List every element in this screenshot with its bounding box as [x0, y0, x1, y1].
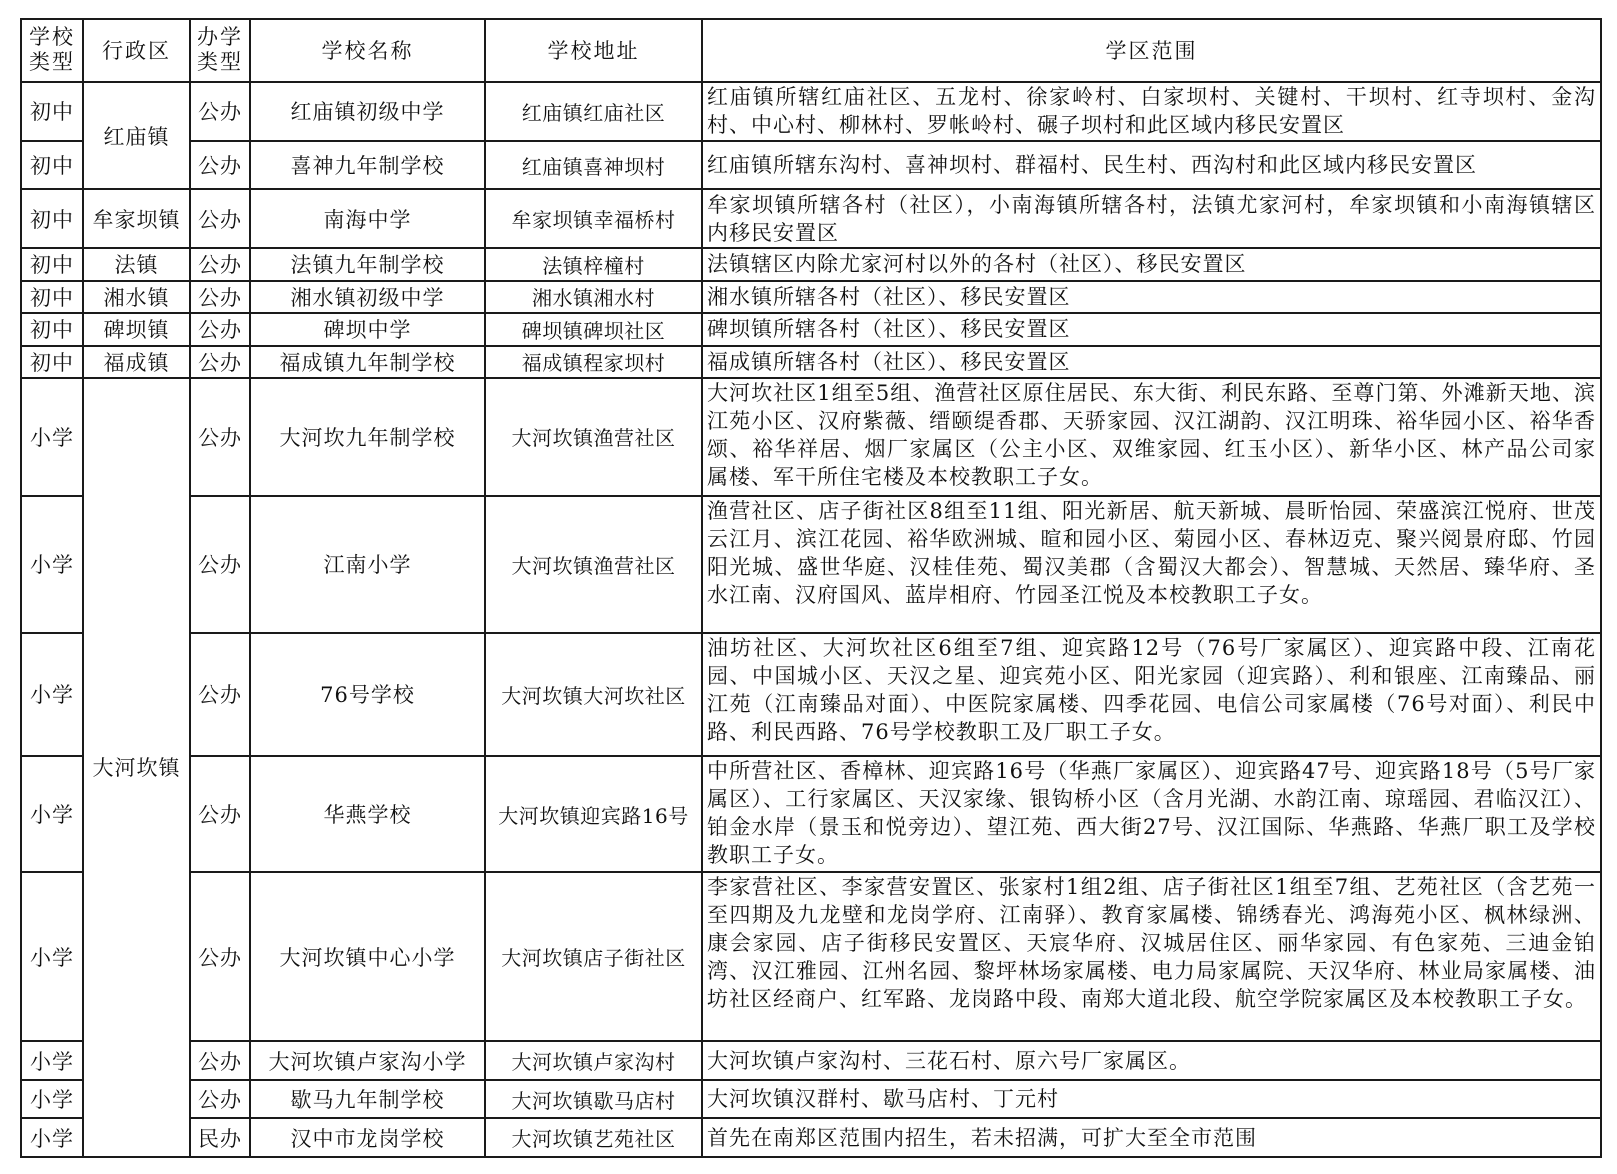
- cell-nature: 公办: [190, 189, 250, 248]
- cell-district: 福成镇: [83, 346, 190, 378]
- cell-district: 牟家坝镇: [83, 189, 190, 248]
- cell-address: 大河坎镇卢家沟村: [485, 1041, 702, 1080]
- cell-type: 小学: [21, 633, 83, 757]
- cell-type: 小学: [21, 756, 83, 872]
- cell-type: 初中: [21, 189, 83, 248]
- table-row: [21, 346, 1601, 378]
- header-row: [21, 19, 1601, 82]
- table-row: [21, 1118, 1601, 1157]
- cell-address: 大河坎镇大河坎社区: [485, 633, 702, 757]
- header-school-name: 学校名称: [250, 19, 485, 82]
- cell-address: 大河坎镇艺苑社区: [485, 1118, 702, 1157]
- cell-district: 湘水镇: [83, 281, 190, 313]
- cell-type: 初中: [21, 346, 83, 378]
- cell-address: 牟家坝镇幸福桥村: [485, 189, 702, 248]
- cell-nature: 公办: [190, 82, 250, 141]
- table-row: [21, 633, 1601, 757]
- cell-address: 大河坎镇渔营社区: [485, 378, 702, 496]
- cell-name: 华燕学校: [250, 756, 485, 872]
- cell-name: 汉中市龙岗学校: [250, 1118, 485, 1157]
- cell-type: 初中: [21, 141, 83, 190]
- cell-nature: 民办: [190, 1118, 250, 1157]
- header-school-type: 学校类型: [21, 19, 83, 82]
- table-row: [21, 248, 1601, 280]
- cell-range: 碑坝镇所辖各村（社区）、移民安置区: [702, 313, 1601, 345]
- school-district-table: [20, 18, 1602, 1158]
- cell-address: 大河坎镇迎宾路16号: [485, 756, 702, 872]
- table-row: [21, 496, 1601, 633]
- cell-range: 油坊社区、大河坎社区6组至7组、迎宾路12号（76号厂家属区）、迎宾路中段、江南花园、中国城小区、天汉之星、迎宾苑小区、阳光家园（迎宾路）、利和银座、江南臻品、丽江苑（江南臻品对面）、中医院家属楼、四季花园、电信公司家属楼（76号对面）、利民中路、利民西路、76号学校教职工及厂职工子女。: [702, 633, 1601, 757]
- header-district: 行政区: [83, 19, 190, 82]
- cell-district: 红庙镇: [83, 82, 190, 189]
- cell-nature: 公办: [190, 141, 250, 190]
- cell-name: 江南小学: [250, 496, 485, 633]
- cell-name: 南海中学: [250, 189, 485, 248]
- cell-name: 碑坝中学: [250, 313, 485, 345]
- cell-name: 喜神九年制学校: [250, 141, 485, 190]
- cell-type: 初中: [21, 313, 83, 345]
- cell-type: 小学: [21, 378, 83, 496]
- cell-range: 福成镇所辖各村（社区）、移民安置区: [702, 346, 1601, 378]
- table-row: [21, 313, 1601, 345]
- cell-name: 大河坎镇卢家沟小学: [250, 1041, 485, 1080]
- cell-nature: 公办: [190, 346, 250, 378]
- cell-type: 初中: [21, 281, 83, 313]
- cell-range: 红庙镇所辖红庙社区、五龙村、徐家岭村、白家坝村、关键村、干坝村、红寺坝村、金沟村、中心村、柳林村、罗帐岭村、碾子坝村和此区域内移民安置区: [702, 82, 1601, 141]
- cell-type: 小学: [21, 496, 83, 633]
- table-row: [21, 141, 1601, 190]
- cell-range: 大河坎镇卢家沟村、三花石村、原六号厂家属区。: [702, 1041, 1601, 1080]
- table-row: [21, 281, 1601, 313]
- cell-district: 碑坝镇: [83, 313, 190, 345]
- header-school-nature: 办学类型: [190, 19, 250, 82]
- table-row: [21, 378, 1601, 496]
- cell-range: 渔营社区、店子街社区8组至11组、阳光新居、航天新城、晨昕怡园、荣盛滨江悦府、世茂云江月、滨江花园、裕华欧洲城、暄和园小区、菊园小区、春林迈克、聚兴阅景府邸、竹园阳光城、盛世华庭、汉桂佳苑、蜀汉美郡（含蜀汉大都会）、智慧城、天然居、臻华府、圣水江南、汉府国风、蓝岸相府、竹园圣江悦及本校教职工子女。: [702, 496, 1601, 633]
- header-school-address: 学校地址: [485, 19, 702, 82]
- cell-nature: 公办: [190, 248, 250, 280]
- cell-address: 红庙镇喜神坝村: [485, 141, 702, 190]
- cell-district: 大河坎镇: [83, 378, 190, 1157]
- cell-range: 中所营社区、香樟林、迎宾路16号（华燕厂家属区）、迎宾路47号、迎宾路18号（5号厂家属区）、工行家属区、天汉家缘、银钩桥小区（含月光湖、水韵江南、琼瑶园、君临汉江）、铂金水岸（景玉和悦旁边）、望江苑、西大街27号、汉江国际、华燕路、华燕厂职工及学校教职工子女。: [702, 756, 1601, 872]
- cell-nature: 公办: [190, 378, 250, 496]
- cell-address: 法镇梓橦村: [485, 248, 702, 280]
- cell-range: 大河坎社区1组至5组、渔营社区原住居民、东大街、利民东路、至尊门第、外滩新天地、滨江苑小区、汉府紫薇、缙颐缇香郡、天骄家园、汉江湖韵、汉江明珠、裕华园小区、裕华香颂、裕华祥居、烟厂家属区（公主小区、双维家园、红玉小区）、新华小区、林产品公司家属楼、军干所住宅楼及本校教职工子女。: [702, 378, 1601, 496]
- cell-nature: 公办: [190, 313, 250, 345]
- cell-range: 法镇辖区内除尤家河村以外的各村（社区）、移民安置区: [702, 248, 1601, 280]
- cell-name: 大河坎镇中心小学: [250, 872, 485, 1041]
- cell-address: 福成镇程家坝村: [485, 346, 702, 378]
- cell-name: 红庙镇初级中学: [250, 82, 485, 141]
- table-row: [21, 1080, 1601, 1119]
- table-row: [21, 1041, 1601, 1080]
- cell-range: 首先在南郑区范围内招生，若未招满，可扩大至全市范围: [702, 1118, 1601, 1157]
- table-row: [21, 189, 1601, 248]
- cell-type: 初中: [21, 248, 83, 280]
- cell-type: 小学: [21, 1041, 83, 1080]
- cell-address: 碑坝镇碑坝社区: [485, 313, 702, 345]
- cell-district: 法镇: [83, 248, 190, 280]
- cell-nature: 公办: [190, 281, 250, 313]
- cell-name: 福成镇九年制学校: [250, 346, 485, 378]
- cell-nature: 公办: [190, 1041, 250, 1080]
- cell-nature: 公办: [190, 1080, 250, 1119]
- cell-name: 大河坎九年制学校: [250, 378, 485, 496]
- cell-name: 76号学校: [250, 633, 485, 757]
- cell-address: 大河坎镇歇马店村: [485, 1080, 702, 1119]
- table-row: [21, 872, 1601, 1041]
- cell-nature: 公办: [190, 756, 250, 872]
- cell-range: 大河坎镇汉群村、歇马店村、丁元村: [702, 1080, 1601, 1119]
- header-district-range: 学区范围: [702, 19, 1601, 82]
- table-row: [21, 756, 1601, 872]
- cell-address: 红庙镇红庙社区: [485, 82, 702, 141]
- table-row: [21, 82, 1601, 141]
- cell-range: 湘水镇所辖各村（社区）、移民安置区: [702, 281, 1601, 313]
- cell-nature: 公办: [190, 496, 250, 633]
- cell-range: 红庙镇所辖东沟村、喜神坝村、群福村、民生村、西沟村和此区域内移民安置区: [702, 141, 1601, 190]
- cell-type: 小学: [21, 1080, 83, 1119]
- cell-nature: 公办: [190, 633, 250, 757]
- cell-type: 小学: [21, 872, 83, 1041]
- cell-type: 小学: [21, 1118, 83, 1157]
- cell-nature: 公办: [190, 872, 250, 1041]
- cell-type: 初中: [21, 82, 83, 141]
- cell-name: 歇马九年制学校: [250, 1080, 485, 1119]
- cell-name: 法镇九年制学校: [250, 248, 485, 280]
- cell-address: 大河坎镇渔营社区: [485, 496, 702, 633]
- cell-range: 牟家坝镇所辖各村（社区），小南海镇所辖各村，法镇尤家河村，牟家坝镇和小南海镇辖区内移民安置区: [702, 189, 1601, 248]
- cell-name: 湘水镇初级中学: [250, 281, 485, 313]
- cell-range: 李家营社区、李家营安置区、张家村1组2组、店子街社区1组至7组、艺苑社区（含艺苑一至四期及九龙壁和龙岗学府、江南驿）、教育家属楼、锦绣春光、鸿海苑小区、枫林绿洲、康会家园、店子街移民安置区、天宸华府、汉城居住区、丽华家园、有色家苑、三迪金铂湾、汉江雅园、江州名园、黎坪林场家属楼、电力局家属院、天汉华府、林业局家属楼、油坊社区经商户、红军路、龙岗路中段、南郑大道北段、航空学院家属区及本校教职工子女。: [702, 872, 1601, 1041]
- cell-address: 大河坎镇店子街社区: [485, 872, 702, 1041]
- cell-address: 湘水镇湘水村: [485, 281, 702, 313]
